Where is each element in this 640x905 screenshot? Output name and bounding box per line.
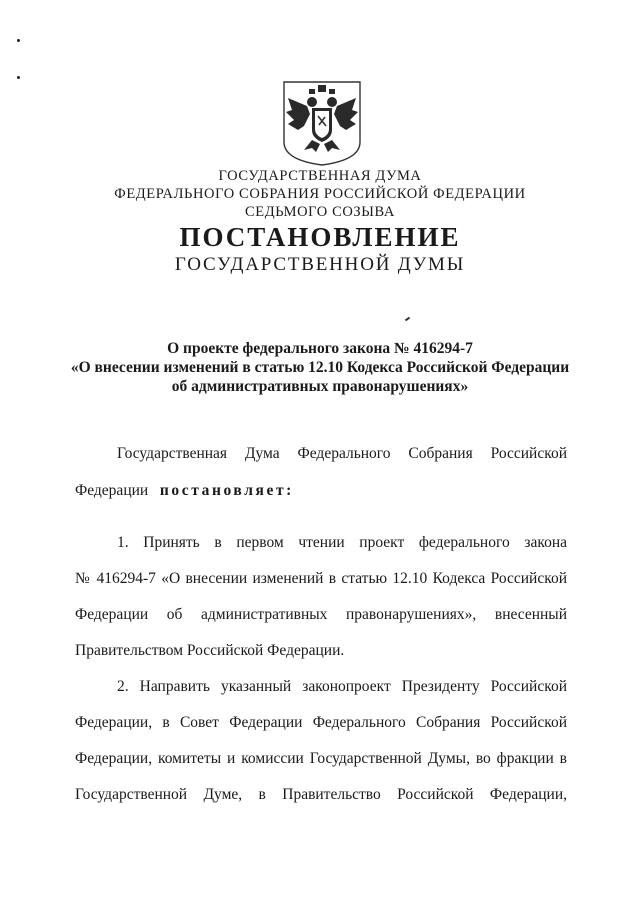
clause2-line-2: Федерации, в Совет Федерации Федерального Собрания Российской [75, 714, 567, 731]
subject-line-1: О проекте федерального закона № 416294-7 [167, 340, 473, 357]
preamble-line-1: Государственная Дума Федерального Собрания Российской [117, 445, 567, 462]
subject-line-3: об административных правонарушениях» [171, 378, 469, 395]
clause1-line-2: № 416294-7 «О внесении изменений в статью 12.10 Кодекса Российской [75, 570, 567, 587]
russian-coat-of-arms-icon [282, 80, 362, 166]
clause2-line-1: 2. Направить указанный законопроект Президенту Российской [117, 678, 567, 695]
preamble-line-2 [75, 482, 567, 500]
header-line-1: ГОСУДАРСТВЕННАЯ ДУМА [218, 168, 422, 184]
clause1-line-4: Правительством Российской Федерации. [75, 642, 345, 659]
decree-subtitle: ГОСУДАРСТВЕННОЙ ДУМЫ [174, 254, 466, 275]
subject-line-2: «О внесении изменений в статью 12.10 Кодекса Российской Федерации [70, 359, 570, 376]
clause1-line-3: Федерации об административных правонарушениях», внесенный [75, 606, 567, 623]
clause2-line-4: Государственной Думе, в Правительство Российской Федерации, [75, 786, 567, 803]
header-line-3: СЕДЬМОГО СОЗЫВА [245, 204, 395, 220]
clause2-line-3: Федерации, комитеты и комиссии Государственной Думы, во фракции в [75, 750, 567, 767]
preamble-federation-word: Федерации [75, 482, 149, 499]
scan-speck [17, 39, 20, 42]
header-line-2: ФЕДЕРАЛЬНОГО СОБРАНИЯ РОССИЙСКОЙ ФЕДЕРАЦИИ [114, 186, 526, 202]
scan-speck [17, 76, 20, 79]
scan-mark [405, 317, 410, 322]
decree-title: ПОСТАНОВЛЕНИЕ [179, 222, 461, 252]
clause1-line-1: 1. Принять в первом чтении проект федерального закона [117, 534, 567, 551]
decides-word: постановляет: [159, 482, 294, 499]
